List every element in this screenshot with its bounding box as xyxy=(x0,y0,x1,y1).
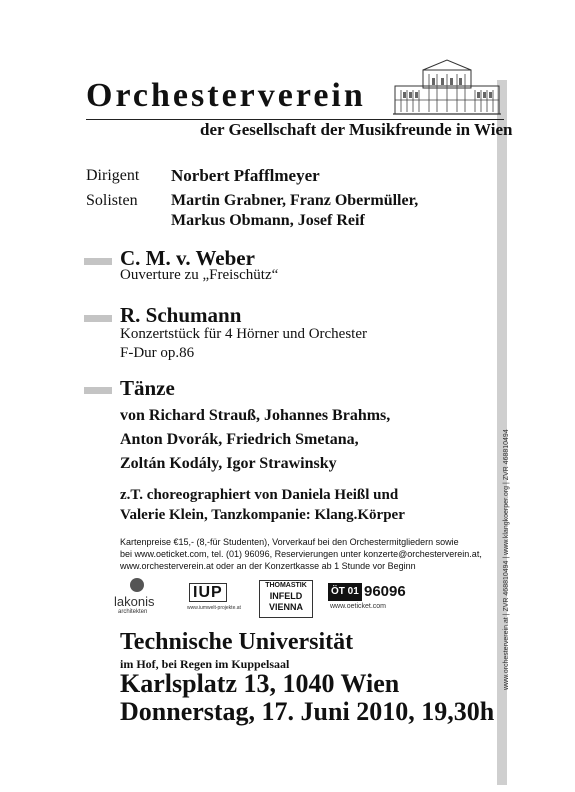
musikverein-building-illustration xyxy=(393,56,501,116)
ticket-info-line-1: Kartenpreise €15,- (8,-für Studenten), Vorverkauf bei den Orchestermitgliedern sowie xyxy=(120,537,459,547)
ticket-info-line-3: www.orchesterverein.at oder an der Konzertkasse ab 1 Stunde vor Beginn xyxy=(120,561,416,571)
page-subtitle: der Gesellschaft der Musikfreunde in Wien xyxy=(200,120,513,139)
iup-sub: www.iumwelt-projekte.at xyxy=(187,605,241,611)
oeticket-prefix: ÖT 01 xyxy=(328,583,362,601)
event-date-time: Donnerstag, 17. Juni 2010, 19,30h xyxy=(120,697,495,726)
lakonis-logo xyxy=(112,578,172,620)
thomastik-infeld-logo xyxy=(259,580,313,618)
page-title: Orchesterverein xyxy=(86,77,366,114)
iup-name: IUP xyxy=(189,583,227,602)
program-composer-schumann: R. Schumann xyxy=(120,303,242,327)
conductor-label: Dirigent xyxy=(86,167,140,184)
program-work-freischuetz: Ouverture zu „Freischütz“ xyxy=(120,267,279,283)
dances-line-3: Zoltán Kodály, Igor Strawinsky xyxy=(120,455,337,472)
lakonis-circle-icon xyxy=(130,578,144,592)
soloists-line-2: Markus Obmann, Josef Reif xyxy=(171,212,365,229)
iup-logo xyxy=(187,583,247,613)
thomastik-line-2: INFELD xyxy=(269,591,303,601)
program-composer-taenze: Tänze xyxy=(120,376,175,400)
choreography-line-1: z.T. choreographiert von Daniela Heißl und xyxy=(120,487,399,503)
dances-line-2: Anton Dvorák, Friedrich Smetana, xyxy=(120,431,359,448)
program-bullet-bar xyxy=(84,387,112,394)
oeticket-url: www.oeticket.com xyxy=(330,603,387,610)
oeticket-logo xyxy=(328,583,412,613)
program-bullet-bar xyxy=(84,258,112,265)
oeticket-number: 96096 xyxy=(364,583,406,600)
side-contact-text: www.orchesterverein.at | ZVR 468810494 | www.klangkoerper.org | ZVR 468810494 xyxy=(503,429,510,690)
thomastik-line-1: THOMASTIK xyxy=(265,582,307,589)
program-work-key: F-Dur op.86 xyxy=(120,345,195,361)
venue-location-note: im Hof, bei Regen im Kuppelsaal xyxy=(120,657,290,671)
side-contact-strip xyxy=(503,429,513,700)
lakonis-sub: architekten xyxy=(118,609,148,615)
ticket-info-line-2: bei www.oeticket.com, tel. (01) 96096, Reservierungen unter konzerte@orchesterverein.at, xyxy=(120,549,482,559)
thomastik-line-3: VIENNA xyxy=(268,602,303,612)
soloists-line-1: Martin Grabner, Franz Obermüller, xyxy=(171,192,419,209)
program-work-konzertstueck: Konzertstück für 4 Hörner und Orchester xyxy=(120,326,367,342)
program-bullet-bar xyxy=(84,315,112,322)
choreography-line-2: Valerie Klein, Tanzkompanie: Klang.Körper xyxy=(120,507,405,523)
program-composer-weber: C. M. v. Weber xyxy=(120,246,255,270)
venue-address: Karlsplatz 13, 1040 Wien xyxy=(120,669,400,698)
venue-name: Technische Universität xyxy=(120,629,354,655)
lakonis-name: lakonis xyxy=(114,594,155,609)
soloists-label: Solisten xyxy=(86,192,138,209)
dances-line-1: von Richard Strauß, Johannes Brahms, xyxy=(120,407,391,424)
conductor-name: Norbert Pfafflmeyer xyxy=(171,166,320,185)
